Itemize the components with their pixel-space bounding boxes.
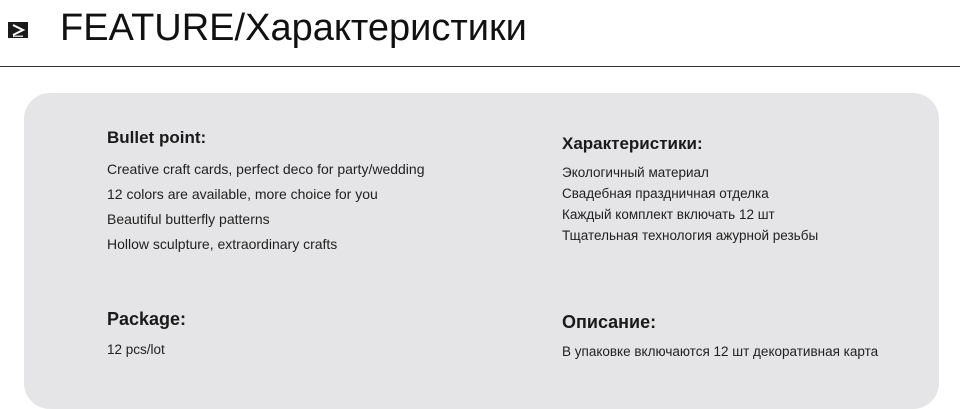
header-divider: [0, 66, 960, 67]
title-sub: Характеристики: [245, 7, 527, 49]
page-title: [60, 6, 527, 50]
list-item: Creative craft cards, perfect deco for party/wedding: [107, 161, 425, 177]
harakteristiki-list: [562, 162, 818, 246]
list-item: В упаковке включаются 12 шт декоративная карта: [562, 344, 879, 359]
package-heading: Package:: [107, 309, 187, 329]
list-item: Hollow sculpture, extraordinary crafts: [107, 236, 338, 252]
list-item: 12 pcs/lot: [107, 342, 165, 357]
opisanie-list: [562, 341, 878, 363]
package-list: [107, 339, 186, 361]
bullet-point-heading: Bullet point:: [107, 128, 207, 147]
list-item: Свадебная праздничная отделка: [562, 186, 769, 201]
harakteristiki-section: [562, 133, 818, 246]
harakteristiki-heading: Характеристики:: [562, 134, 703, 153]
opisanie-heading: Описание:: [562, 312, 657, 332]
list-item: Экологичный материал: [562, 165, 709, 180]
play-arrow-icon: [8, 22, 28, 38]
list-item: Тщательная технология ажурной резьбы: [562, 228, 819, 243]
opisanie-section: [562, 311, 878, 363]
title-separator: /: [234, 7, 246, 49]
list-item: 12 colors are available, more choice for you: [107, 186, 378, 202]
feature-header: [0, 0, 960, 67]
bullet-point-section: [107, 127, 424, 257]
package-section: [107, 308, 186, 361]
title-main: FEATURE: [60, 7, 235, 49]
list-item: Beautiful butterfly patterns: [107, 211, 270, 227]
list-item: Каждый комплект включать 12 шт: [562, 207, 775, 222]
bullet-point-list: [107, 157, 424, 257]
